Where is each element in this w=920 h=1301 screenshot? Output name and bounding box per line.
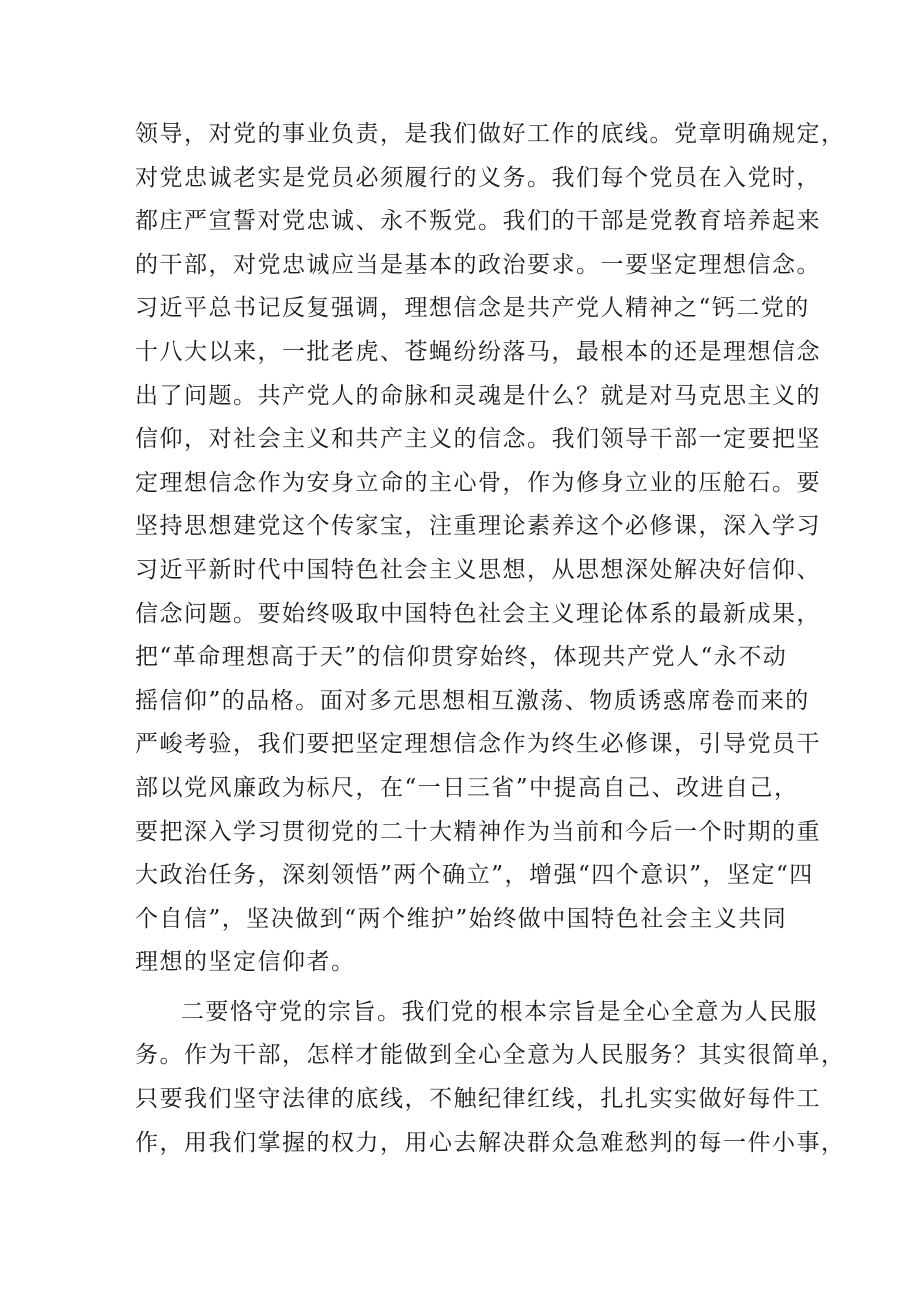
text-line: 作，用我们掌握的权力，用心去解决群众急难愁判的每一件小事， (135, 1129, 846, 1156)
text-line: 的干部，对党忠诚应当是基本的政治要求。一要坚定理想信念。 (135, 251, 821, 278)
text-line: 都庄严宣誓对党忠诚、永不叛党。我们的干部是党教育培养起来 (135, 208, 821, 235)
text-line: 领导，对党的事业负责，是我们做好工作的底线。党章明确规定， (135, 121, 846, 147)
text-line-indented: 二要恪守党的宗旨。我们党的根本宗旨是全心全意为人民服 (181, 998, 818, 1025)
text-line: 习近平新时代中国特色社会主义思想，从思想深处解决好信仰、 (135, 556, 821, 583)
text-line: 大政治任务，深刻领悟”两个确立”，增强“四个意识”，坚定“四 (135, 862, 814, 889)
text-line: 出了问题。共产党人的命脉和灵魂是什么？就是对马克思主义的 (135, 382, 821, 409)
text-line: 习近平总书记反复强调，理想信念是共产党人精神之“钙二党的 (135, 295, 810, 322)
text-line: 个自信”，坚决做到“两个维护”始终做中国特色社会主义共同 (135, 905, 788, 932)
text-line: 要把深入学习贯彻党的二十大精神作为当前和今后一个时期的重 (135, 818, 821, 845)
text-line: 把“革命理想高于天”的信仰贯穿始终，体现共产党人“永不动 (135, 644, 788, 671)
paragraph-2 (135, 991, 846, 1165)
text-line: 务。作为干部，怎样才能做到全心全意为人民服务？其实很简单， (135, 1042, 846, 1069)
paragraph-1 (135, 113, 846, 985)
text-line: 信念问题。要始终吸取中国特色社会主义理论体系的最新成果， (135, 600, 821, 627)
text-line: 部以党风廉政为标尺，在“一日三省”中提高自己、改进自己， (135, 774, 799, 801)
text-line: 信仰，对社会主义和共产主义的信念。我们领导干部一定要把坚 (135, 426, 821, 453)
text-line: 只要我们坚守法律的底线，不触纪律红线，扎扎实实做好每件工 (135, 1086, 821, 1113)
document-body (135, 113, 846, 1165)
text-line: 理想的坚定信仰者。 (135, 949, 356, 976)
text-line: 摇信仰”的品格。面对多元思想相互激荡、物质诱惑席卷而来的 (135, 687, 810, 714)
text-line: 坚持思想建党这个传家宝，注重理论素养这个必修课，深入学习 (135, 513, 821, 540)
text-line: 严峻考验，我们要把坚定理想信念作为终生必修课，引导党员干 (135, 731, 821, 758)
text-line: 十八大以来，一批老虎、苍蝇纷纷落马，最根本的还是理想信念 (135, 338, 821, 365)
text-line: 定理想信念作为安身立命的主心骨，作为修身立业的压舱石。要 (135, 469, 821, 496)
text-line: 对党忠诚老实是党员必须履行的义务。我们每个党员在入党时， (135, 164, 821, 191)
